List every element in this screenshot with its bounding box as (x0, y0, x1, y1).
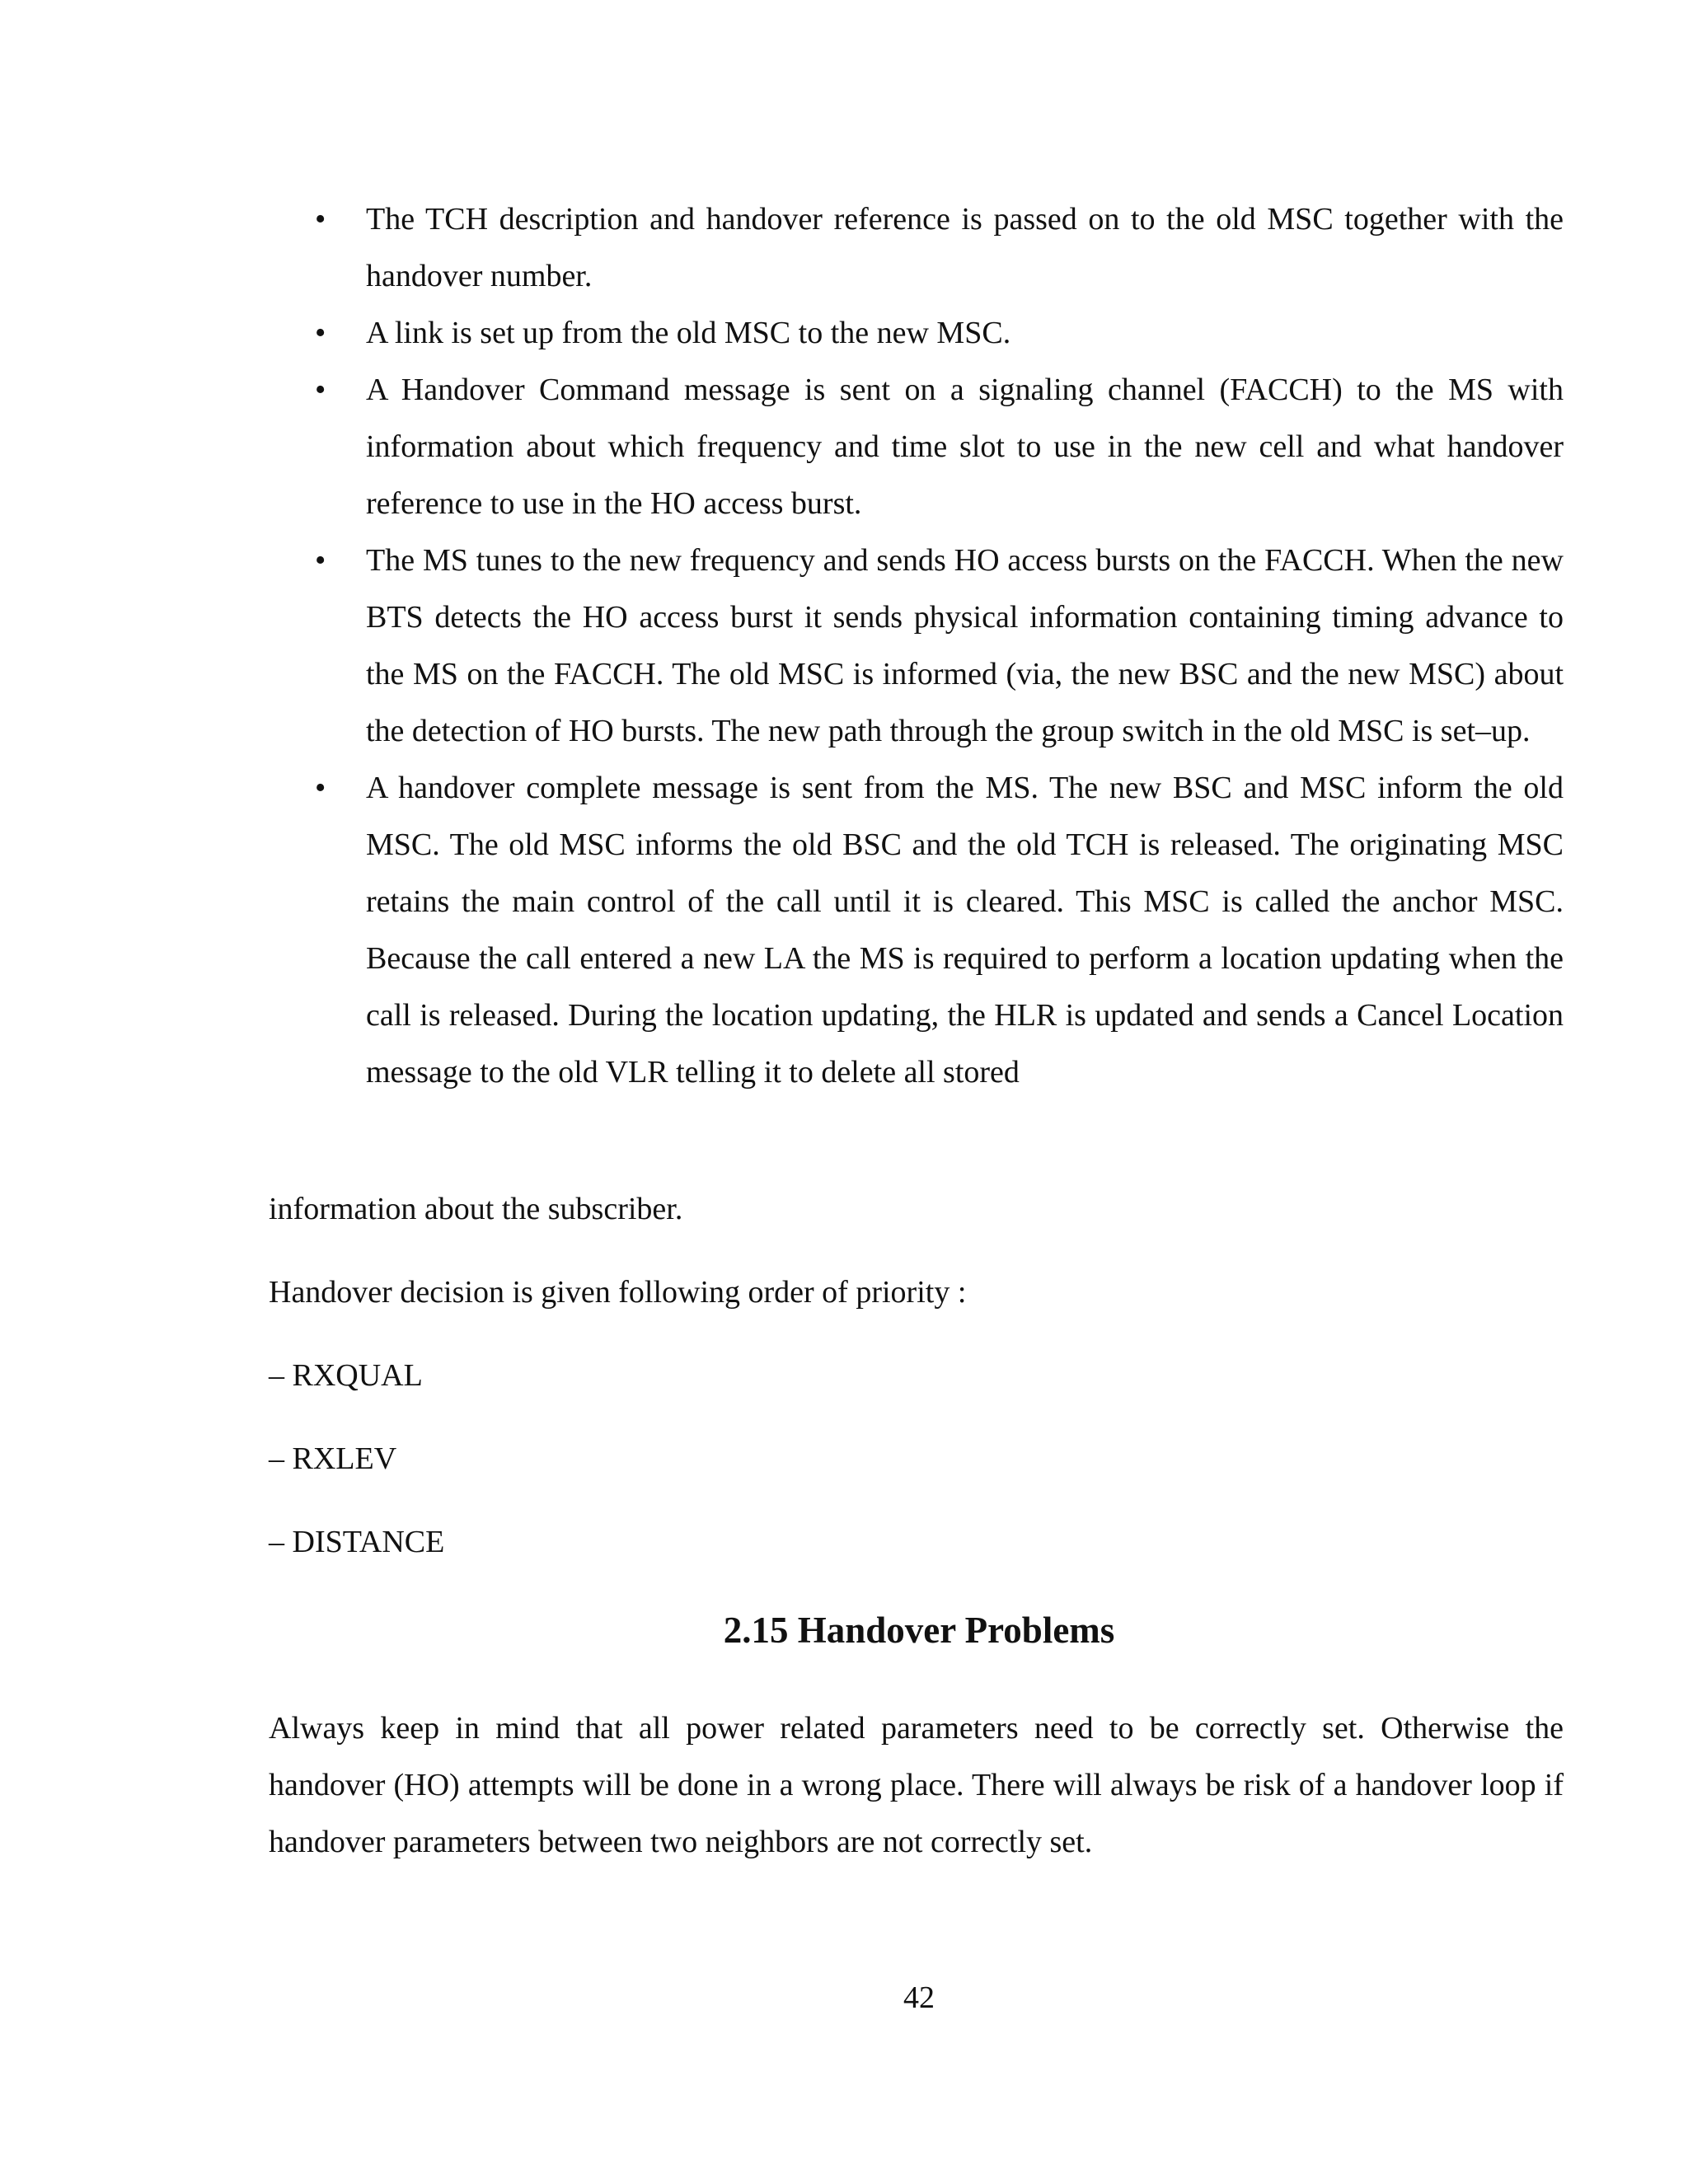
priority-intro: Handover decision is given following order of priority : (269, 1275, 967, 1310)
page-number: 42 (903, 1980, 935, 2015)
bullet-item: • The MS tunes to the new frequency and sends HO access bursts on the FACCH. When the new BTS detects the HO access burst it sends physical information containing timing advance to the MS on the FACCH. The old MSC is informed (via, the new BSC and the new MSC) about the detection of HO bursts. The new path through the group switch in the old MSC is set–up. (366, 532, 1564, 760)
bullet-item: • The TCH description and handover reference is passed on to the old MSC together with the handover number. (366, 191, 1564, 305)
section-heading: 2.15 Handover Problems (723, 1610, 1115, 1651)
bullet-item: • A link is set up from the old MSC to the new MSC. (366, 305, 1564, 362)
priority-item-rxqual: – RXQUAL (269, 1358, 423, 1393)
bullet-list (0, 191, 1688, 1101)
bullet-item: • A Handover Command message is sent on a signaling channel (FACCH) to the MS with information about which frequency and time slot to use in the new cell and what handover reference to use in the HO access burst. (366, 362, 1564, 532)
bullet-item: • A handover complete message is sent from the MS. The new BSC and MSC inform the old MSC. The old MSC informs the old BSC and the old TCH is released. The originating MSC retains the main control of the call until it is cleared. This MSC is called the anchor MSC. Because the call entered a new LA the MS is required to perform a location updating when the call is released. During the location updating, the HLR is updated and sends a Cancel Location message to the old VLR telling it to delete all stored (366, 760, 1564, 1101)
closing-paragraph: Always keep in mind that all power related parameters need to be correctly set. Otherwise the handover (HO) attempts will be done in a wrong place. There will always be risk of a handover loop if handover parameters between two neighbors are not correctly set. (269, 1711, 1564, 1859)
priority-item-distance: – DISTANCE (269, 1525, 445, 1559)
priority-item-rxlev: – RXLEV (269, 1441, 397, 1476)
continuation-text: information about the subscriber. (269, 1192, 683, 1226)
